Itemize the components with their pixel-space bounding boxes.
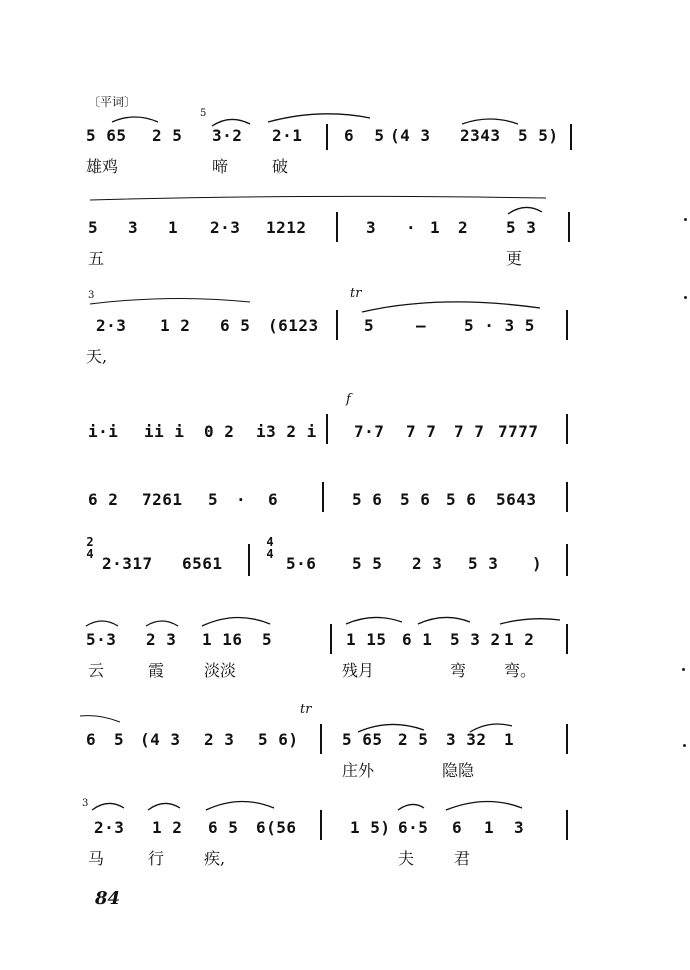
note-group: 6 5 bbox=[220, 316, 251, 335]
note-group: 5 3 bbox=[468, 554, 499, 573]
lyric: 啼 bbox=[212, 157, 229, 176]
note-group: 1 bbox=[168, 218, 179, 237]
barline bbox=[322, 482, 324, 512]
note-group: 2343 bbox=[460, 126, 501, 145]
note-group: 5·3 bbox=[86, 630, 117, 649]
note-group: 6 1 bbox=[402, 630, 433, 649]
note-group: 5643 bbox=[496, 490, 537, 509]
note-group: 5 6 bbox=[352, 490, 383, 509]
lyric: 庄外 bbox=[342, 761, 375, 780]
note-group: 0 2 bbox=[204, 422, 235, 441]
note-group: 2·1 bbox=[272, 126, 303, 145]
note-group: 3·2 bbox=[212, 126, 243, 145]
note-group: 5·6 bbox=[286, 554, 317, 573]
score-system-2 bbox=[0, 198, 690, 278]
note-group: 1 16 bbox=[202, 630, 243, 649]
note-group: 5 · 3 5 bbox=[464, 316, 535, 335]
note-group: i·i bbox=[88, 422, 119, 441]
margin-speck bbox=[684, 296, 687, 299]
time-signature-top: 4 bbox=[266, 535, 274, 549]
score-system-4 bbox=[0, 394, 690, 474]
lyric: 云 bbox=[88, 661, 105, 680]
barline bbox=[326, 124, 328, 150]
lyric: 君 bbox=[454, 849, 471, 868]
note-group: 5 65 bbox=[342, 730, 383, 749]
note-group: 6 2 bbox=[88, 490, 119, 509]
dynamic-mark: f bbox=[346, 392, 351, 407]
note-group: 2·317 bbox=[102, 554, 153, 573]
note-group: 6 bbox=[452, 818, 463, 837]
lyric: 霞 bbox=[148, 661, 165, 680]
note-group: 6 bbox=[268, 490, 279, 509]
barline bbox=[326, 414, 328, 444]
lyric: 弯 bbox=[450, 661, 467, 680]
note-group: 6·5 bbox=[398, 818, 429, 837]
grace-note: 3 bbox=[82, 798, 89, 809]
barline bbox=[320, 810, 322, 840]
note-group: 5 5 bbox=[352, 554, 383, 573]
note-group: 6 5 bbox=[208, 818, 239, 837]
lyric: 弯。 bbox=[504, 661, 537, 680]
score-system-3 bbox=[0, 286, 690, 366]
lyric: 更 bbox=[506, 249, 523, 268]
barline bbox=[566, 482, 568, 512]
barline bbox=[320, 724, 322, 754]
time-signature-bottom: 4 bbox=[266, 547, 274, 561]
note-group: ) bbox=[532, 554, 543, 573]
barline bbox=[566, 724, 568, 754]
note-group: 7261 bbox=[142, 490, 183, 509]
note-group: 3 bbox=[128, 218, 139, 237]
note-group: · bbox=[236, 490, 247, 509]
note-group: 7·7 bbox=[354, 422, 385, 441]
lyric: 疾, bbox=[204, 849, 226, 868]
note-group: 3 bbox=[514, 818, 525, 837]
note-group: 2 5 bbox=[398, 730, 429, 749]
note-group: 1 15 bbox=[346, 630, 387, 649]
note-group: 1 5) bbox=[350, 818, 391, 837]
note-group: 1 2 bbox=[160, 316, 191, 335]
note-group: (4 3 bbox=[390, 126, 431, 145]
lyric: 马 bbox=[88, 849, 105, 868]
page-number: 84 bbox=[95, 888, 121, 909]
note-group: 1 bbox=[430, 218, 441, 237]
note-group: ii i bbox=[144, 422, 185, 441]
note-group: 5 bbox=[114, 730, 125, 749]
barline bbox=[570, 124, 572, 150]
note-group: 2·3 bbox=[94, 818, 125, 837]
note-group: 2·3 bbox=[96, 316, 127, 335]
note-group: 6561 bbox=[182, 554, 223, 573]
barline bbox=[330, 624, 332, 654]
lyric: 破 bbox=[272, 157, 289, 176]
note-group: 7 7 bbox=[406, 422, 437, 441]
note-group: 1 bbox=[504, 730, 515, 749]
note-group: (6123 bbox=[268, 316, 319, 335]
note-group: 5 3 bbox=[506, 218, 537, 237]
note-group: 5 bbox=[364, 316, 375, 335]
note-group: 2 3 bbox=[412, 554, 443, 573]
score-system-8 bbox=[0, 700, 690, 780]
barline bbox=[568, 212, 570, 242]
note-group: 5 6) bbox=[258, 730, 299, 749]
note-group: · bbox=[406, 218, 417, 237]
note-group: 7 7 bbox=[454, 422, 485, 441]
score-system-9 bbox=[0, 796, 690, 876]
barline bbox=[336, 310, 338, 340]
lyric: 五 bbox=[88, 249, 105, 268]
score-system-7 bbox=[0, 612, 690, 692]
note-group: 2 3 bbox=[146, 630, 177, 649]
score-system-6 bbox=[0, 536, 690, 616]
margin-speck bbox=[684, 218, 687, 221]
note-group: 2 5 bbox=[152, 126, 183, 145]
margin-speck bbox=[682, 668, 685, 671]
grace-note: 3 bbox=[88, 290, 95, 301]
note-group: (4 3 bbox=[140, 730, 181, 749]
note-group: 2 3 bbox=[204, 730, 235, 749]
barline bbox=[248, 544, 250, 576]
note-group: 5 3 2 bbox=[450, 630, 501, 649]
time-signature-bottom: 4 bbox=[86, 547, 94, 561]
note-group: 5 65 bbox=[86, 126, 127, 145]
trill-mark: tr bbox=[300, 702, 312, 717]
note-group: 7777 bbox=[498, 422, 539, 441]
lyric: 淡淡 bbox=[204, 661, 237, 680]
note-group: 6(56 bbox=[256, 818, 297, 837]
lyric: 雄鸡 bbox=[86, 157, 119, 176]
score-system-1 bbox=[0, 108, 690, 192]
lyric: 夫 bbox=[398, 849, 415, 868]
time-signature-top: 2 bbox=[86, 535, 94, 549]
note-group: 5 bbox=[88, 218, 99, 237]
lyric: 隐隐 bbox=[442, 761, 475, 780]
slur-marks bbox=[0, 286, 690, 316]
barline bbox=[566, 310, 568, 340]
note-group: 1212 bbox=[266, 218, 307, 237]
lyric: 行 bbox=[148, 849, 165, 868]
note-group: 5 5) bbox=[518, 126, 559, 145]
note-group: 3 bbox=[366, 218, 377, 237]
note-group: 5 bbox=[262, 630, 273, 649]
margin-speck bbox=[683, 744, 686, 747]
barline bbox=[566, 544, 568, 576]
grace-note: 5 bbox=[200, 108, 207, 119]
note-group: 6 bbox=[86, 730, 97, 749]
note-group: 5 6 bbox=[446, 490, 477, 509]
note-group: 2 bbox=[458, 218, 469, 237]
note-group: 3 32 bbox=[446, 730, 487, 749]
lyric: 残月 bbox=[342, 661, 375, 680]
note-group: 5 bbox=[208, 490, 219, 509]
note-group: 1 2 bbox=[152, 818, 183, 837]
section-tag: 〔平词〕 bbox=[88, 95, 137, 109]
barline bbox=[566, 624, 568, 654]
barline bbox=[566, 810, 568, 840]
note-group: 1 bbox=[484, 818, 495, 837]
note-group: 1 2 bbox=[504, 630, 535, 649]
note-group: 2·3 bbox=[210, 218, 241, 237]
lyric: 天, bbox=[86, 347, 108, 366]
note-group: 5 6 bbox=[400, 490, 431, 509]
barline bbox=[566, 414, 568, 444]
note-group: 6 5 bbox=[344, 126, 385, 145]
barline bbox=[336, 212, 338, 242]
trill-mark: tr bbox=[350, 286, 362, 301]
note-group: — bbox=[416, 316, 427, 335]
note-group: i3 2 i bbox=[256, 422, 317, 441]
